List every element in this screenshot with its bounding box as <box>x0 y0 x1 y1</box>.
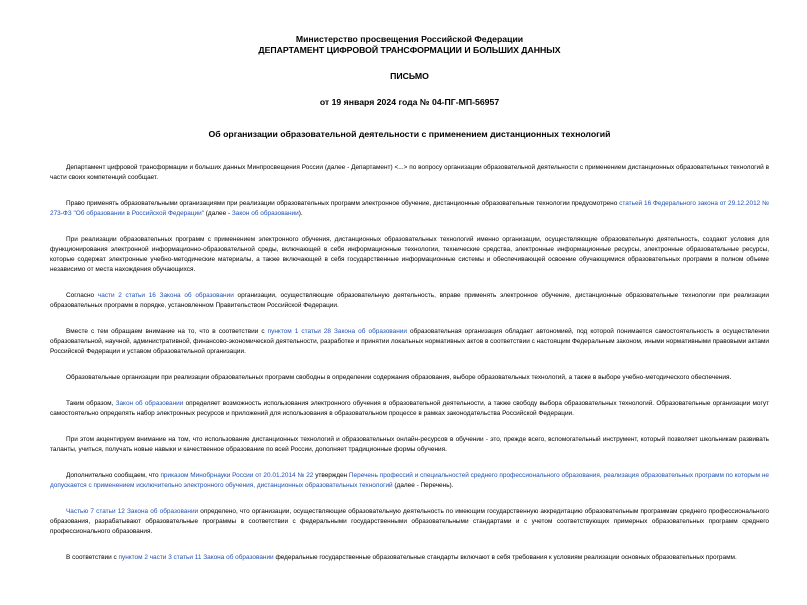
paragraph-text: (далее - Перечень). <box>392 482 454 489</box>
paragraph-text: организации, осуществляющие образовательную деятельность, вправе применять электронное обучение, дистанционные образовательные технологии при реализации образовательных программ в порядке, установленном Правительством Российской Федерации. <box>50 292 769 309</box>
paragraph-text: федеральные государственные образовательные стандарты включают в себя требования к условиям реализации основных образовательных программ. <box>273 554 737 561</box>
paragraph-text: При этом акцентируем внимание на том, что использование дистанционных технологий и образовательных онлайн-ресурсов в обучении - это, прежде всего, вспомогательный инструмент, который позволяет школьникам развивать таланты, учиться, получать новые навыки и качественное образование по всей России, дополняет традиционные формы обучения. <box>50 436 769 453</box>
ministry-name: Министерство просвещения Российской Федерации <box>295 34 524 44</box>
paragraph-6 <box>50 373 769 383</box>
paragraph-5 <box>50 327 769 357</box>
document-link[interactable]: статьей 16 Федерального закона от 29.12.2012 № 273-ФЗ "Об образовании в Российской Федерации" <box>50 200 769 217</box>
paragraph-text: При реализации образовательных программ с применением электронного обучения, дистанционных образовательных технологий именно организации, осуществляющие образовательную деятельность, создают условия для функционирования электронной информационно-образовательной среды, включающей в себя информационные технологии, технические средства, электронные информационные ресурсы, электронные образовательные ресурсы, которые содержат электронные учебно-методические материалы, а также включающей в себя государственные информационные системы и обеспечивающей освоение обучающимися образовательных программ в полном объеме независимо от места нахождения обучающихся. <box>50 236 769 273</box>
department-name: ДЕПАРТАМЕНТ ЦИФРОВОЙ ТРАНСФОРМАЦИИ И БОЛЬШИХ ДАННЫХ <box>258 45 561 55</box>
document-body <box>50 163 769 563</box>
document-link[interactable]: Перечень профессий и специальностей среднего профессионального образования, реализация образовательных программ по которым не допускается с применением исключительно электронного обучения, дистанционных образовательных технологий <box>50 472 769 489</box>
paragraph-7 <box>50 399 769 419</box>
document-page <box>0 34 807 605</box>
paragraph-text: определяет возможность использования электронного обучения в образовательной деятельности, а также свободу выбора образовательных технологий. Образовательные организации могут самостоятельно определять набор электронных ресурсов и приложений для использования в образовательном процессе в рамках законодательства Российской Федерации. <box>50 400 769 417</box>
paragraph-text: образовательная организация обладает автономией, под которой понимается самостоятельность в осуществлении образовательной, научной, административной, финансово-экономической деятельности, разработке и принятии локальных нормативных актов в соответствии с настоящим Федеральным законом, иными нормативными правовыми актами Российской Федерации и уставом образовательной организации. <box>50 328 769 355</box>
document-link[interactable]: Закон об образовании <box>115 400 184 407</box>
paragraph-text: Право применять образовательными организациями при реализации образовательных программ электронное обучение, дистанционные образовательные технологии предусмотрено <box>66 200 620 207</box>
paragraph-text: Согласно <box>66 292 98 299</box>
paragraph-2 <box>50 199 769 219</box>
paragraph-text: (далее - <box>204 210 232 217</box>
paragraph-text: Таким образом, <box>66 400 116 407</box>
document-subject: Об организации образовательной деятельности с применением дистанционных технологий <box>208 129 611 139</box>
paragraph-text: Департамент цифровой трансформации и больших данных Минпросвещения России (далее - Департамент) <...> по вопросу организации образовательной деятельности с применением дистанционных образовательных технологий в части своих компетенций сообщает. <box>50 164 769 181</box>
paragraph-text: утвержден <box>313 472 349 479</box>
paragraph-text: Вместе с тем обращаем внимание на то, что в соответствии с <box>66 328 268 335</box>
document-link[interactable]: пунктом 1 статьи 28 Закона об образовании <box>267 328 407 335</box>
document-link[interactable]: Закон об образовании <box>231 210 299 217</box>
paragraph-3 <box>50 235 769 275</box>
document-link[interactable]: части 2 статьи 16 Закона об образовании <box>97 292 234 299</box>
document-link[interactable]: приказом Минобрнауки России от 20.01.2014 № 22 <box>160 472 314 479</box>
paragraph-11 <box>50 553 769 563</box>
document-type: ПИСЬМО <box>390 71 429 81</box>
paragraph-text: определено, что организации, осуществляющие образовательную деятельность по имеющим государственную аккредитацию образовательным программам среднего профессионального образования, разрабатывают образовательные программы в соответствии с федеральными государственными образовательными стандартами и с учетом соответствующих примерных образовательных программ среднего профессионального образования. <box>50 508 769 535</box>
paragraph-1 <box>50 163 769 183</box>
paragraph-text: В соответствии с <box>66 554 119 561</box>
paragraph-text: ). <box>298 210 303 217</box>
paragraph-4 <box>50 291 769 311</box>
paragraph-10 <box>50 507 769 537</box>
document-link[interactable]: пунктом 2 части 3 статьи 11 Закона об образовании <box>118 554 274 561</box>
paragraph-text: Образовательные организации при реализации образовательных программ свободны в определении содержания образования, выборе образовательных технологий, а также в выборе учебно-методического обеспечения. <box>66 374 732 381</box>
paragraph-9 <box>50 471 769 491</box>
paragraph-text: Дополнительно сообщаем, что <box>66 472 161 479</box>
document-date-number: от 19 января 2024 года № 04-ПГ-МП-56957 <box>319 97 500 107</box>
document-link[interactable]: Частью 7 статьи 12 Закона об образовании <box>66 508 199 515</box>
paragraph-8 <box>50 435 769 455</box>
